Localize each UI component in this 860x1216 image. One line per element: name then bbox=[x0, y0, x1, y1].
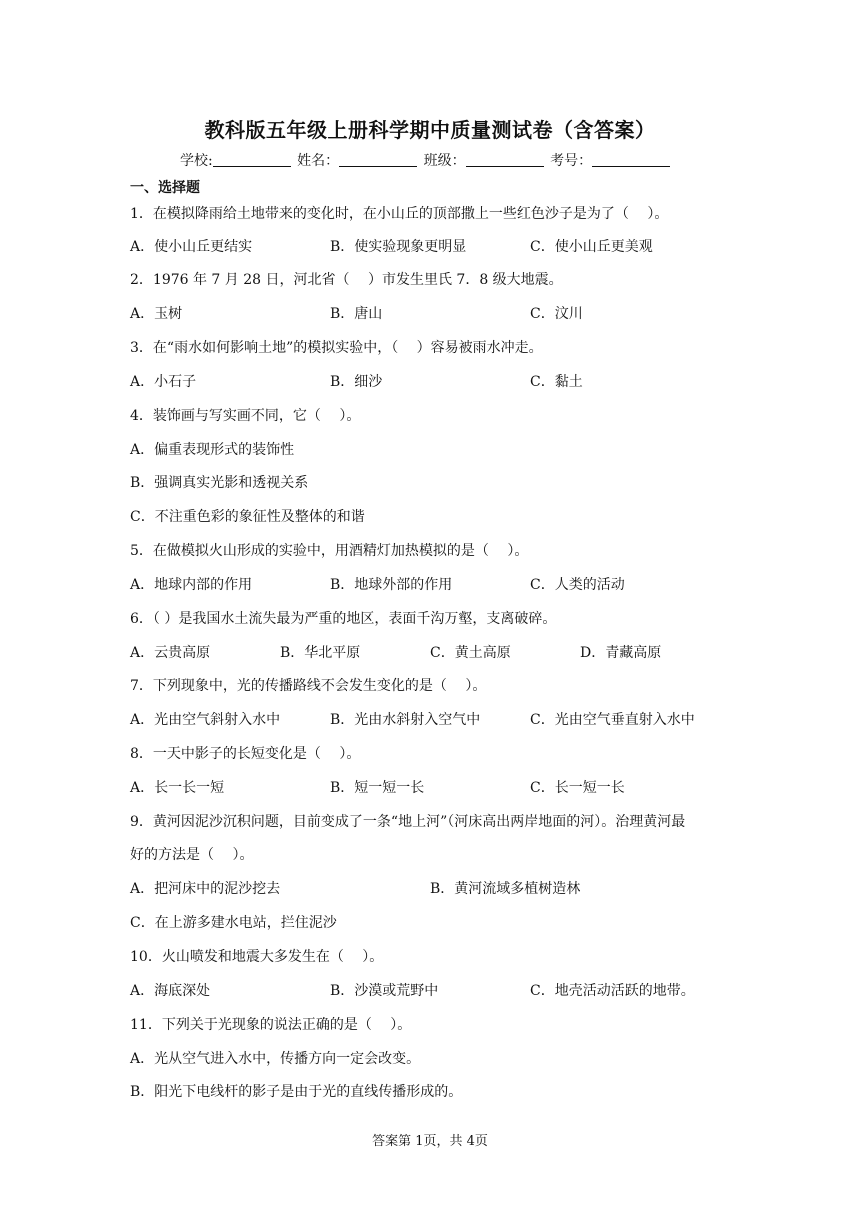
question-stem: 10．火山喷发和地震大多发生在（ ）。 bbox=[130, 949, 384, 965]
student-info-line bbox=[180, 150, 672, 170]
page-title: 教科版五年级上册科学期中质量测试卷（含答案） bbox=[204, 118, 656, 142]
exam-number-blank bbox=[592, 151, 670, 167]
question-option: B．使实验现象更明显 bbox=[330, 239, 467, 255]
question-option: B．地球外部的作用 bbox=[330, 577, 453, 593]
question-option: A．把河床中的泥沙挖去 bbox=[130, 881, 281, 897]
name-blank bbox=[339, 151, 417, 167]
question-option: C．黏土 bbox=[530, 374, 583, 390]
question-option: A．海底深处 bbox=[130, 983, 211, 999]
question-option: A．长一长一短 bbox=[130, 780, 225, 796]
question-option: C．在上游多建水电站，拦住泥沙 bbox=[130, 915, 337, 931]
question-option: C．地壳活动活跃的地带。 bbox=[530, 983, 695, 999]
question-option: A．云贵高原 bbox=[130, 645, 211, 661]
question-option: A．小石子 bbox=[130, 374, 197, 390]
question-option: B．强调真实光影和透视关系 bbox=[130, 475, 309, 491]
question-stem: 9．黄河因泥沙沉积问题，目前变成了一条“地上河”（河床高出两岸地面的河）。治理黄河最 bbox=[130, 814, 686, 830]
class-label: 班级： bbox=[423, 153, 466, 169]
question-option: B．阳光下电线杆的影子是由于光的直线传播形成的。 bbox=[130, 1084, 463, 1100]
question-stem: 8．一天中影子的长短变化是（ ）。 bbox=[130, 746, 361, 762]
question-stem: 3．在“雨水如何影响土地”的模拟实验中，（ ）容易被雨水冲走。 bbox=[130, 340, 543, 356]
question-option: B．沙漠或荒野中 bbox=[330, 983, 439, 999]
question-stem: 4．装饰画与写实画不同，它（ ）。 bbox=[130, 408, 361, 424]
question-stem: 2．1976 年 7 月 28 日，河北省（ ）市发生里氏 7．8 级大地震。 bbox=[130, 272, 563, 288]
question-option: C．黄土高原 bbox=[430, 645, 511, 661]
question-option: D．青藏高原 bbox=[580, 645, 662, 661]
question-stem: 6．（ ）是我国水土流失最为严重的地区，表面千沟万壑，支离破碎。 bbox=[130, 611, 557, 627]
question-stem: 7．下列现象中，光的传播路线不会发生变化的是（ ）。 bbox=[130, 678, 487, 694]
question-option: B．光由水斜射入空气中 bbox=[330, 712, 481, 728]
question-stem: 11．下列关于光现象的说法正确的是（ ）。 bbox=[130, 1017, 412, 1033]
page-footer: 答案第 1页，共 4页 bbox=[372, 1134, 488, 1149]
question-option: C．不注重色彩的象征性及整体的和谐 bbox=[130, 509, 365, 525]
question-option: C．长一短一长 bbox=[530, 780, 625, 796]
exam-number-label: 考号： bbox=[550, 153, 593, 169]
question-option: A．偏重表现形式的装饰性 bbox=[130, 442, 295, 458]
question-option: A．地球内部的作用 bbox=[130, 577, 253, 593]
question-stem: 5．在做模拟火山形成的实验中，用酒精灯加热模拟的是（ ）。 bbox=[130, 543, 529, 559]
class-blank bbox=[466, 151, 544, 167]
school-label: 学校: bbox=[180, 153, 213, 169]
name-label: 姓名： bbox=[297, 153, 340, 169]
question-option: C．人类的活动 bbox=[530, 577, 625, 593]
question-option: B．短一短一长 bbox=[330, 780, 425, 796]
question-option: B．黄河流域多植树造林 bbox=[430, 881, 581, 897]
question-option: B．华北平原 bbox=[280, 645, 361, 661]
question-option: A．光由空气斜射入水中 bbox=[130, 712, 281, 728]
school-blank bbox=[213, 151, 291, 167]
question-option: A．光从空气进入水中，传播方向一定会改变。 bbox=[130, 1051, 421, 1067]
question-option: C．光由空气垂直射入水中 bbox=[530, 712, 695, 728]
question-option: B．细沙 bbox=[330, 374, 383, 390]
question-option: C．使小山丘更美观 bbox=[530, 239, 653, 255]
question-stem: 好的方法是（ ）。 bbox=[130, 847, 254, 863]
question-stem: 1．在模拟降雨给土地带来的变化时，在小山丘的顶部撒上一些红色沙子是为了（ ）。 bbox=[130, 206, 669, 222]
question-option: A．使小山丘更结实 bbox=[130, 239, 253, 255]
section-title: 一、选择题 bbox=[130, 180, 200, 196]
question-option: B．唐山 bbox=[330, 306, 383, 322]
question-option: A．玉树 bbox=[130, 306, 183, 322]
question-option: C．汶川 bbox=[530, 306, 583, 322]
